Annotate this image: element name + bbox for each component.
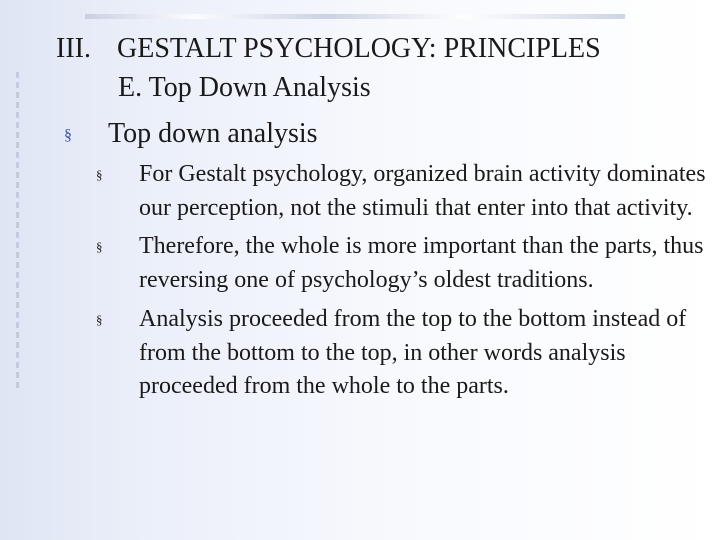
sub-bullet-text: Therefore, the whole is more important than the parts, thus reversing one of psychology’s oldest traditions. (139, 233, 704, 294)
sub-bullet-text: Analysis proceeded from the top to the bottom instead of from the bottom to the top, in other words analysis proceeded from the whole to the parts. (139, 305, 687, 400)
sub-bullet-item (96, 230, 716, 297)
slide-title (56, 30, 601, 67)
bullet-square-icon: § (96, 167, 103, 182)
sub-bullet-item (96, 303, 716, 404)
decorative-top-rule (85, 14, 625, 19)
sub-bullet-item (96, 158, 716, 225)
sub-bullet-list (96, 158, 716, 409)
decorative-left-rule (16, 72, 19, 392)
bullet-square-icon: § (96, 311, 103, 327)
section-numeral: III. (56, 33, 91, 64)
bullet-square-icon: § (96, 239, 103, 255)
slide-subtitle: E. Top Down Analysis (118, 72, 371, 103)
main-bullet-text: Top down analysis (108, 118, 318, 149)
sub-bullet-text: For Gestalt psychology, organized brain activity dominates our perception, not the stimuli that enter into that activity. (139, 161, 706, 221)
title-text: GESTALT PSYCHOLOGY: PRINCIPLES (117, 33, 601, 64)
bullet-square-icon: § (64, 127, 72, 144)
